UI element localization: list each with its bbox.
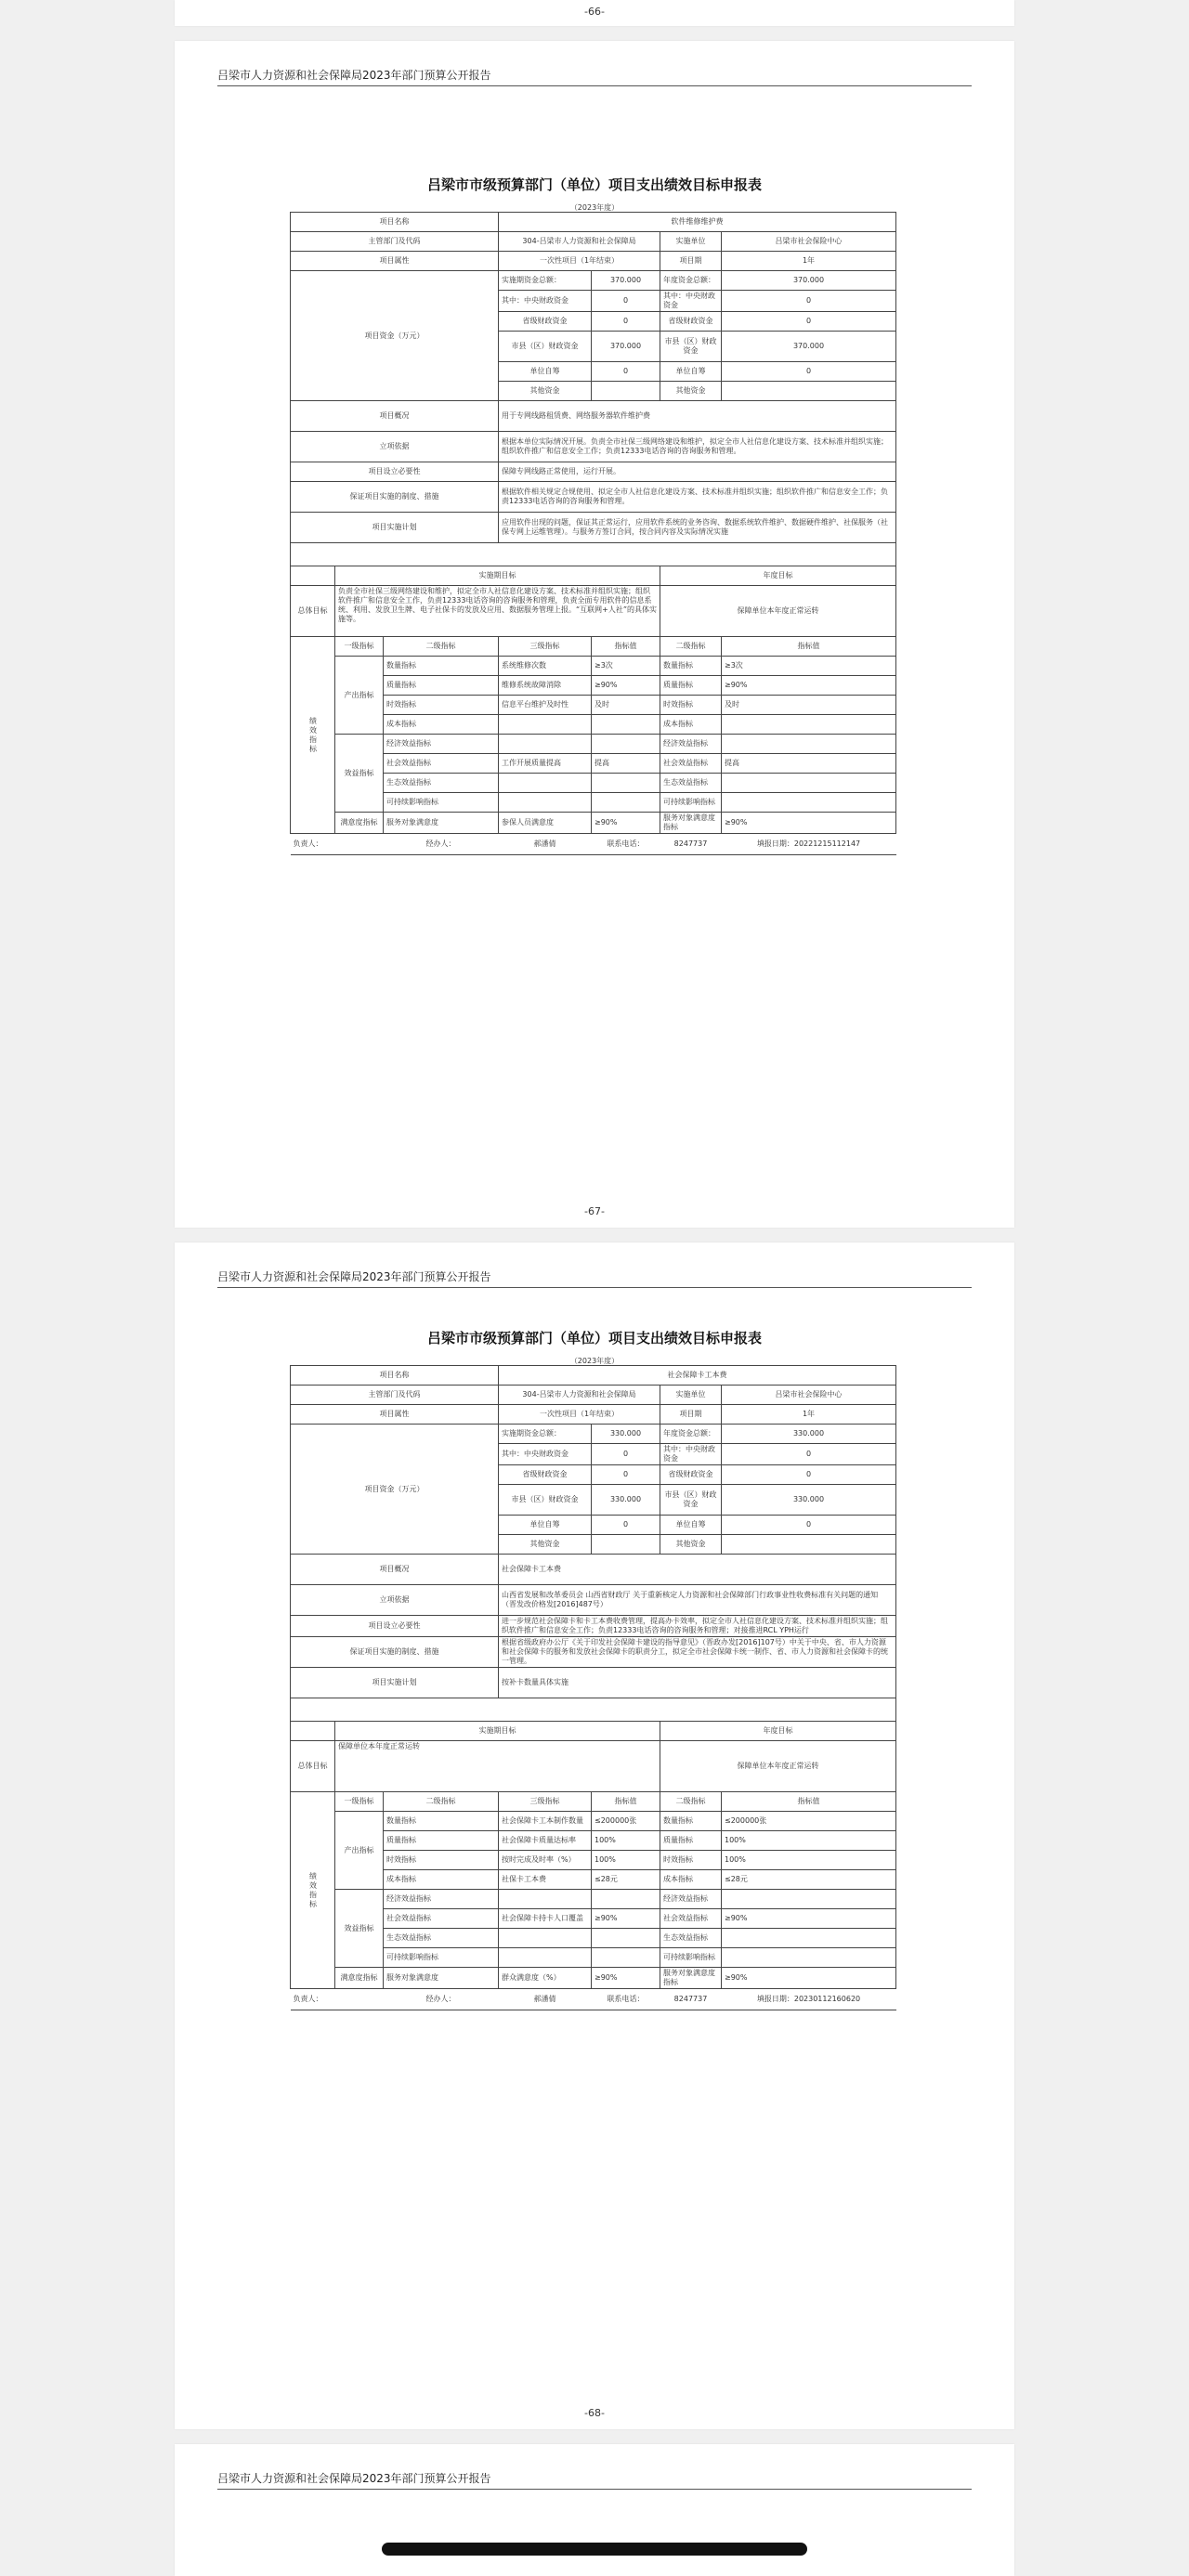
- indicator-level3: 工作开展质量提高: [499, 754, 592, 774]
- date-cell: [722, 834, 896, 855]
- performance-target-form: [290, 1365, 896, 2010]
- indicator-level2: 服务对象满意度: [384, 813, 499, 834]
- indicator-level2: 质量指标: [384, 1831, 499, 1851]
- label-dept: 主管部门及代码: [291, 1386, 499, 1405]
- indicator-level3: [499, 1929, 592, 1948]
- indicator-level3: [499, 1948, 592, 1968]
- indicator-value-year: [722, 1948, 896, 1968]
- label-goal-period: 实施期目标: [335, 1722, 660, 1741]
- label-city-year: 市县（区）财政资金: [660, 332, 722, 362]
- label-indicators: 绩效指标: [291, 637, 335, 834]
- attr-value: 一次性项目（1年结束）: [499, 252, 660, 271]
- label-fill-date: 填报日期：: [756, 839, 794, 848]
- label-dept: 主管部门及代码: [291, 232, 499, 252]
- label-handler: 经办人：: [384, 834, 499, 855]
- indicator-value: [592, 1890, 660, 1909]
- label-overview: 项目概况: [291, 1555, 499, 1585]
- label-other: 其他资金: [499, 382, 592, 401]
- indicator-value: ≤200000张: [592, 1812, 660, 1831]
- indicator-value: ≥90%: [592, 1909, 660, 1929]
- necessity-value: 进一步规范社会保障卡和卡工本费收费管理，提高办卡效率，拟定全市人社信息化建设方案、技术标准并组织实施；组织软件推广和信息安全工作；负责12333电话咨询的咨询服务和管理；对接推进RCL YPH运行: [499, 1616, 896, 1637]
- goal-corner: [291, 566, 335, 586]
- indicator-level3: 社会保障卡工本制作数量: [499, 1812, 592, 1831]
- document-title: 吕梁市市级预算部门（单位）项目支出绩效目标申报表: [426, 176, 762, 193]
- indicator-value: ≥90%: [592, 813, 660, 834]
- goal-year-value: 保障单位本年度正常运转: [660, 586, 896, 637]
- page-69: [175, 2444, 1014, 2576]
- self-value: 0: [592, 362, 660, 382]
- indicator-level2-year: 数量指标: [660, 1812, 722, 1831]
- indicator-level2: 可持续影响指标: [384, 793, 499, 813]
- label-overall-goal: 总体目标: [291, 1741, 335, 1792]
- indicator-value-year: [722, 715, 896, 735]
- handler-value: 郝潘倩: [499, 834, 592, 855]
- indicator-value: [592, 774, 660, 793]
- indicator-level3: [499, 735, 592, 754]
- prov-year-value: 0: [722, 1465, 896, 1485]
- indicator-value: 100%: [592, 1831, 660, 1851]
- other-year-value: [722, 382, 896, 401]
- impl-unit-value: 吕梁市社会保险中心: [722, 1386, 896, 1405]
- label-city: 市县（区）财政资金: [499, 1485, 592, 1516]
- indicator-level2-year: 数量指标: [660, 657, 722, 676]
- label-attr: 项目属性: [291, 252, 499, 271]
- indicator-value: ≥90%: [592, 676, 660, 696]
- indicator-value-year: ≥90%: [722, 676, 896, 696]
- overview-value: 社会保障卡工本费: [499, 1555, 896, 1585]
- indicator-row: [291, 1890, 896, 1909]
- indicator-value-year: ≥3次: [722, 657, 896, 676]
- goal-corner: [291, 1722, 335, 1741]
- indicator-value-year: [722, 793, 896, 813]
- prov-value: 0: [592, 312, 660, 332]
- indicator-level2: 经济效益指标: [384, 735, 499, 754]
- page-66: [175, 0, 1014, 26]
- indicator-row: [291, 813, 896, 834]
- indicator-level2: 生态效益指标: [384, 774, 499, 793]
- indicator-row: [291, 735, 896, 754]
- self-year-value: 0: [722, 362, 896, 382]
- label-basis: 立项依据: [291, 1585, 499, 1616]
- label-total: 实施期资金总额：: [499, 271, 592, 291]
- label-impl-unit: 实施单位: [660, 1386, 722, 1405]
- dept-value: 304-吕梁市人力资源和社会保障局: [499, 232, 660, 252]
- label-lvl1: 一级指标: [335, 637, 384, 657]
- other-value: [592, 382, 660, 401]
- page-number: -66-: [584, 6, 605, 18]
- performance-target-form: [290, 212, 896, 855]
- indicator-value-year: ≤200000张: [722, 1812, 896, 1831]
- label-other-year: 其他资金: [660, 1535, 722, 1555]
- indicator-value: ≤28元: [592, 1870, 660, 1890]
- indicator-level3: 信息平台维护及时性: [499, 696, 592, 715]
- label-self-year: 单位自筹: [660, 362, 722, 382]
- label-value: 指标值: [592, 637, 660, 657]
- label-project-name: 项目名称: [291, 213, 499, 232]
- indicator-value-year: [722, 1890, 896, 1909]
- responsible-value: [335, 834, 384, 855]
- goal-year-value: 保障单位本年度正常运转: [660, 1741, 896, 1792]
- fill-date-value: 20221215112147: [793, 839, 861, 848]
- label-self: 单位自筹: [499, 362, 592, 382]
- responsible-value: [335, 1989, 384, 2010]
- indicator-level3: 参保人员满意度: [499, 813, 592, 834]
- indicator-value-year: ≥90%: [722, 1968, 896, 1989]
- other-value: [592, 1535, 660, 1555]
- indicator-level3: 社会保障卡持卡人口覆盖: [499, 1909, 592, 1929]
- label-overall-goal: 总体目标: [291, 586, 335, 637]
- label-value-year: 指标值: [722, 637, 896, 657]
- indicator-level2: 成本指标: [384, 715, 499, 735]
- indicator-level1: 产出指标: [335, 657, 384, 735]
- impl-unit-value: 吕梁市社会保险中心: [722, 232, 896, 252]
- document-year: （2023年度）: [569, 1357, 620, 1365]
- label-city-year: 市县（区）财政资金: [660, 1485, 722, 1516]
- label-impl-unit: 实施单位: [660, 232, 722, 252]
- indicator-level2: 生态效益指标: [384, 1929, 499, 1948]
- fill-date-value: 20230112160620: [793, 1995, 861, 2003]
- label-city: 市县（区）财政资金: [499, 332, 592, 362]
- city-value: 370.000: [592, 332, 660, 362]
- indicator-level2-year: 时效指标: [660, 1851, 722, 1870]
- indicator-level2-year: 成本指标: [660, 1870, 722, 1890]
- indicator-row: [291, 1968, 896, 1989]
- label-necessity: 项目设立必要性: [291, 462, 499, 482]
- label-responsible: 负责人：: [291, 1989, 335, 2010]
- period-value: 1年: [722, 1405, 896, 1425]
- indicator-value: [592, 735, 660, 754]
- central-value: 0: [592, 291, 660, 312]
- prov-value: 0: [592, 1465, 660, 1485]
- label-lvl2-year: 二级指标: [660, 1792, 722, 1812]
- indicator-level3: [499, 715, 592, 735]
- project-name-value: 社会保障卡工本费: [499, 1366, 896, 1386]
- basis-value: 根据本单位实际情况开展。负责全市社保三级网络建设和维护，拟定全市人社信息化建设方案、技术标准并组织实施；组织软件推广和信息安全工作；负责12333电话咨询的咨询服务和管理。: [499, 432, 896, 462]
- indicator-level2: 质量指标: [384, 676, 499, 696]
- spacer-row: [291, 543, 896, 566]
- label-indicators: 绩效指标: [291, 1792, 335, 1989]
- safeguard-value: 根据软件相关规定合规使用、拟定全市人社信息化建设方案、技术标准并组织实施；组织软件推广和信息安全工作；负责12333电话咨询的咨询服务和管理。: [499, 482, 896, 513]
- label-year-total: 年度资金总额：: [660, 271, 722, 291]
- label-lvl2-year: 二级指标: [660, 637, 722, 657]
- label-lvl1: 一级指标: [335, 1792, 384, 1812]
- indicator-level3: [499, 1890, 592, 1909]
- indicator-value-year: [722, 774, 896, 793]
- overview-value: 用于专网线路租赁费、网络服务器软件维护费: [499, 401, 896, 432]
- page-68: [175, 1242, 1014, 2429]
- indicator-level2: 数量指标: [384, 1812, 499, 1831]
- label-responsible: 负责人：: [291, 834, 335, 855]
- indicator-value-year: ≥90%: [722, 813, 896, 834]
- indicator-value-year: [722, 735, 896, 754]
- year-total-value: 370.000: [722, 271, 896, 291]
- indicator-level3: 系统维修次数: [499, 657, 592, 676]
- basis-value: 山西省发展和改革委员会 山西省财政厅 关于重新核定人力资源和社会保障部门行政事业性收费标准有关问题的通知（晋发改价格发[2016]487号）: [499, 1585, 896, 1616]
- year-total-value: 330.000: [722, 1425, 896, 1444]
- indicator-level1: 产出指标: [335, 1812, 384, 1890]
- goal-period-value: 负责全市社保三级网络建设和维护，拟定全市人社信息化建设方案、技术标准并组织实施；组织软件推广和信息安全工作，负责12333电话咨询的咨询服务和管理，负责全面专用软件的信息系统、利用、发放卫生牌、电子社保卡的发放及应用、数据服务管理上报。“互联网+人社”的具体实施等。: [335, 586, 660, 637]
- label-prov: 省级财政资金: [499, 1465, 592, 1485]
- indicator-level1: 满意度指标: [335, 813, 384, 834]
- indicator-level2: 数量指标: [384, 657, 499, 676]
- label-contact: 联系电话：: [592, 1989, 660, 2010]
- label-value: 指标值: [592, 1792, 660, 1812]
- indicator-value-year: 100%: [722, 1851, 896, 1870]
- total-value: 330.000: [592, 1425, 660, 1444]
- label-plan: 项目实施计划: [291, 1668, 499, 1698]
- indicator-level1: 满意度指标: [335, 1968, 384, 1989]
- label-period: 项目期: [660, 252, 722, 271]
- label-funds: 项目资金（万元）: [291, 271, 499, 401]
- label-lvl2: 二级指标: [384, 1792, 499, 1812]
- page-number: -68-: [584, 2407, 605, 2419]
- indicator-level3: 维修系统故障消除: [499, 676, 592, 696]
- handler-value: 郝潘倩: [499, 1989, 592, 2010]
- indicator-level2: 经济效益指标: [384, 1890, 499, 1909]
- page-67: [175, 41, 1014, 1228]
- indicator-level3: [499, 774, 592, 793]
- running-header: 吕梁市人力资源和社会保障局2023年部门预算公开报告: [217, 1268, 972, 1288]
- label-prov-year: 省级财政资金: [660, 1465, 722, 1485]
- label-plan: 项目实施计划: [291, 513, 499, 543]
- necessity-value: 保障专网线路正常使用，运行开展。: [499, 462, 896, 482]
- indicator-value-year: ≤28元: [722, 1870, 896, 1890]
- label-lvl3: 三级指标: [499, 637, 592, 657]
- indicator-value: 提高: [592, 754, 660, 774]
- label-total: 实施期资金总额：: [499, 1425, 592, 1444]
- indicator-level1: 效益指标: [335, 1890, 384, 1968]
- label-lvl3: 三级指标: [499, 1792, 592, 1812]
- city-year-value: 370.000: [722, 332, 896, 362]
- label-prov: 省级财政资金: [499, 312, 592, 332]
- indicator-value: ≥90%: [592, 1968, 660, 1989]
- label-self-year: 单位自筹: [660, 1516, 722, 1535]
- label-self: 单位自筹: [499, 1516, 592, 1535]
- attr-value: 一次性项目（1年结束）: [499, 1405, 660, 1425]
- indicator-level2-year: 社会效益指标: [660, 754, 722, 774]
- indicator-level2: 可持续影响指标: [384, 1948, 499, 1968]
- goal-period-value: 保障单位本年度正常运转: [335, 1741, 660, 1792]
- indicator-row: [291, 1812, 896, 1831]
- indicator-value: 及时: [592, 696, 660, 715]
- self-value: 0: [592, 1516, 660, 1535]
- indicator-level2: 时效指标: [384, 1851, 499, 1870]
- indicator-value: [592, 1929, 660, 1948]
- dept-value: 304-吕梁市人力资源和社会保障局: [499, 1386, 660, 1405]
- label-year-total: 年度资金总额：: [660, 1425, 722, 1444]
- phone-value: 8247737: [660, 1989, 722, 2010]
- label-fill-date: 填报日期：: [756, 1995, 794, 2003]
- indicator-level2: 时效指标: [384, 696, 499, 715]
- indicator-level2-year: 时效指标: [660, 696, 722, 715]
- label-necessity: 项目设立必要性: [291, 1616, 499, 1637]
- running-header: 吕梁市人力资源和社会保障局2023年部门预算公开报告: [217, 67, 972, 86]
- indicator-level2-year: 经济效益指标: [660, 735, 722, 754]
- project-name-value: 软件维修维护费: [499, 213, 896, 232]
- label-value-year: 指标值: [722, 1792, 896, 1812]
- indicator-row: [291, 657, 896, 676]
- document-title: 吕梁市市级预算部门（单位）项目支出绩效目标申报表: [426, 1330, 762, 1347]
- label-period: 项目期: [660, 1405, 722, 1425]
- label-prov-year: 省级财政资金: [660, 312, 722, 332]
- label-overview: 项目概况: [291, 401, 499, 432]
- label-central-year: 其中：中央财政资金: [660, 291, 722, 312]
- indicator-level2-year: 质量指标: [660, 676, 722, 696]
- total-value: 370.000: [592, 271, 660, 291]
- home-indicator[interactable]: [382, 2543, 807, 2556]
- label-safeguard: 保证项目实施的制度、措施: [291, 1637, 499, 1668]
- label-funds: 项目资金（万元）: [291, 1425, 499, 1555]
- label-other: 其他资金: [499, 1535, 592, 1555]
- indicator-level2: 成本指标: [384, 1870, 499, 1890]
- indicator-level2-year: 成本指标: [660, 715, 722, 735]
- indicator-value: 100%: [592, 1851, 660, 1870]
- indicator-level2-year: 质量指标: [660, 1831, 722, 1851]
- label-goal-year: 年度目标: [660, 566, 896, 586]
- indicator-value-year: 及时: [722, 696, 896, 715]
- indicator-level3: 社保卡工本费: [499, 1870, 592, 1890]
- indicator-level2-year: 服务对象满意度指标: [660, 813, 722, 834]
- label-goal-year: 年度目标: [660, 1722, 896, 1741]
- indicator-value: [592, 793, 660, 813]
- indicator-level2-year: 可持续影响指标: [660, 793, 722, 813]
- label-central: 其中：中央财政资金: [499, 291, 592, 312]
- city-year-value: 330.000: [722, 1485, 896, 1516]
- indicator-value-year: ≥90%: [722, 1909, 896, 1929]
- phone-value: 8247737: [660, 834, 722, 855]
- label-contact: 联系电话：: [592, 834, 660, 855]
- indicator-value-year: [722, 1929, 896, 1948]
- label-central-year: 其中：中央财政资金: [660, 1444, 722, 1465]
- indicator-value-year: 100%: [722, 1831, 896, 1851]
- indicator-value-year: 提高: [722, 754, 896, 774]
- label-handler: 经办人：: [384, 1989, 499, 2010]
- label-safeguard: 保证项目实施的制度、措施: [291, 482, 499, 513]
- prov-year-value: 0: [722, 312, 896, 332]
- label-goal-period: 实施期目标: [335, 566, 660, 586]
- label-central: 其中：中央财政资金: [499, 1444, 592, 1465]
- plan-value: 应用软件出现的问题，保证其正常运行，应用软件系统的业务咨询、数据系统软件维护、数据硬件维护、社保服务（社保专网上运维管理）。与服务方签订合同，按合同内容及实际情况实施: [499, 513, 896, 543]
- indicator-level3: 群众满意度（%）: [499, 1968, 592, 1989]
- label-attr: 项目属性: [291, 1405, 499, 1425]
- city-value: 330.000: [592, 1485, 660, 1516]
- label-lvl2: 二级指标: [384, 637, 499, 657]
- indicator-level3: 按时完成及时率（%）: [499, 1851, 592, 1870]
- indicator-level2-year: 生态效益指标: [660, 1929, 722, 1948]
- indicator-level2-year: 社会效益指标: [660, 1909, 722, 1929]
- period-value: 1年: [722, 252, 896, 271]
- indicator-level2-year: 生态效益指标: [660, 774, 722, 793]
- safeguard-value: 根据省级政府办公厅《关于印发社会保障卡建设的指导意见》（晋政办发[2016]107号）中关于中央、省、市人力资源和社会保障卡的服务和发放社会保障卡的职责分工，拟定全市社会保障卡统一制作、省、市人力资源和社会保障卡的统一管理。: [499, 1637, 896, 1668]
- indicator-value: ≥3次: [592, 657, 660, 676]
- self-year-value: 0: [722, 1516, 896, 1535]
- indicator-level2: 社会效益指标: [384, 754, 499, 774]
- document-year: （2023年度）: [569, 203, 620, 212]
- indicator-level1: 效益指标: [335, 735, 384, 813]
- indicator-level2: 服务对象满意度: [384, 1968, 499, 1989]
- indicator-level2-year: 服务对象满意度指标: [660, 1968, 722, 1989]
- page-number: -67-: [584, 1205, 605, 1217]
- running-header: 吕梁市人力资源和社会保障局2023年部门预算公开报告: [217, 2470, 972, 2490]
- indicator-level3: [499, 793, 592, 813]
- label-basis: 立项依据: [291, 432, 499, 462]
- indicator-level2: 社会效益指标: [384, 1909, 499, 1929]
- label-project-name: 项目名称: [291, 1366, 499, 1386]
- date-cell: [722, 1989, 896, 2010]
- central-year-value: 0: [722, 1444, 896, 1465]
- other-year-value: [722, 1535, 896, 1555]
- indicator-value: [592, 1948, 660, 1968]
- central-year-value: 0: [722, 291, 896, 312]
- central-value: 0: [592, 1444, 660, 1465]
- spacer-row: [291, 1698, 896, 1722]
- plan-value: 按补卡数量具体实施: [499, 1668, 896, 1698]
- label-other-year: 其他资金: [660, 382, 722, 401]
- indicator-level2-year: 可持续影响指标: [660, 1948, 722, 1968]
- indicator-value: [592, 715, 660, 735]
- indicator-level2-year: 经济效益指标: [660, 1890, 722, 1909]
- indicator-level3: 社会保障卡质量达标率: [499, 1831, 592, 1851]
